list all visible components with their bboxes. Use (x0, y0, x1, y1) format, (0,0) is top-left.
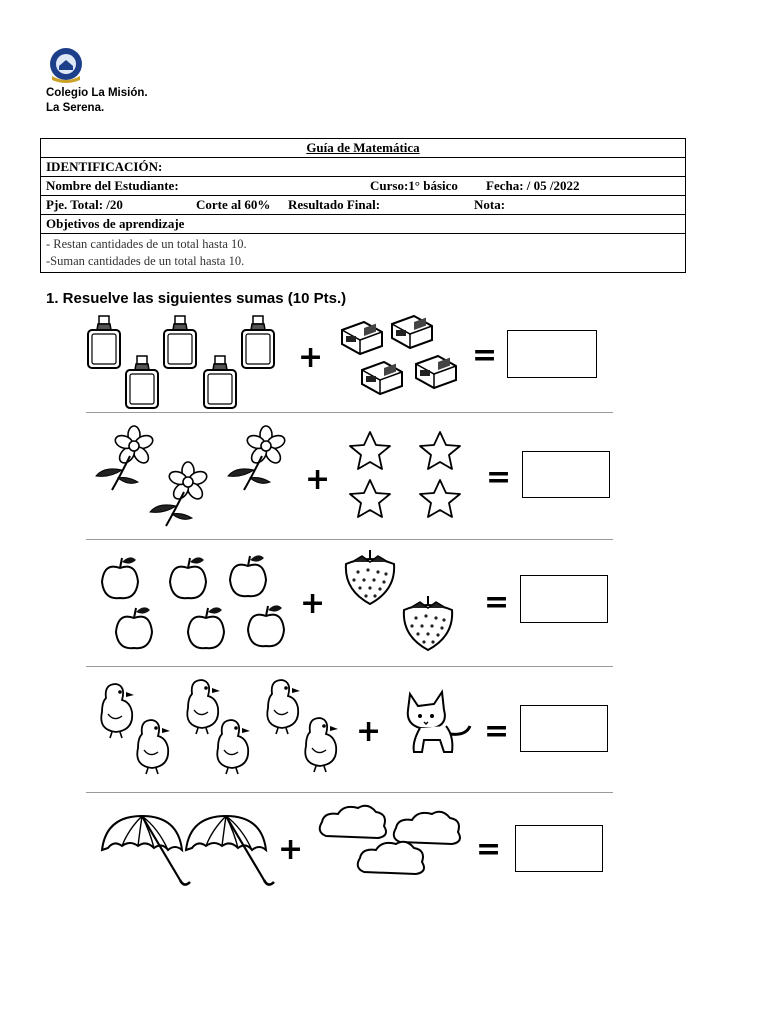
plus-sign: + (298, 340, 324, 375)
answer-box[interactable] (522, 451, 610, 498)
final-result-label: Resultado Final: (288, 197, 381, 212)
plus-sign: + (278, 832, 304, 867)
glue-bottle-icon (164, 316, 196, 368)
strawberry-icon (404, 596, 452, 650)
equals-sign: = (476, 832, 502, 867)
strawberry-icon (346, 550, 394, 604)
school-name: Colegio La Misión. (46, 87, 148, 99)
strawberries-group (340, 546, 470, 656)
clouds-group (312, 804, 464, 882)
cloud-icon (394, 812, 460, 844)
school-city: La Serena. (46, 102, 105, 114)
sharpener-icon (392, 316, 432, 348)
star-icon (350, 480, 390, 517)
identification-table (40, 138, 686, 273)
apple-icon (170, 557, 206, 598)
row-divider (86, 792, 613, 793)
plus-sign: + (356, 714, 382, 749)
sharpeners-group (336, 312, 472, 404)
plus-sign: + (300, 586, 326, 621)
objective-item: - Restan cantidades de un total hasta 10. (46, 237, 247, 251)
apple-icon (188, 607, 224, 648)
glue-bottle-icon (126, 356, 158, 408)
question-title: 1. Resuelve las siguientes sumas (10 Pts.) (46, 290, 347, 307)
sharpener-icon (342, 322, 382, 354)
row-divider (86, 666, 613, 667)
student-row (41, 177, 686, 196)
umbrella-icon (102, 816, 190, 885)
cloud-icon (358, 842, 424, 874)
sharpener-icon (416, 356, 456, 388)
plus-sign: + (305, 462, 331, 497)
student-name-label: Nombre del Estudiante: (46, 178, 179, 193)
guide-title: Guía de Matemática (41, 139, 686, 158)
course-label: Curso:1° básico (370, 178, 458, 193)
answer-box[interactable] (520, 575, 608, 623)
cloud-icon (320, 806, 386, 838)
apple-icon (248, 605, 284, 646)
apple-icon (102, 557, 138, 598)
answer-box[interactable] (515, 825, 603, 872)
apples-group (96, 552, 296, 652)
glue-bottle-icon (242, 316, 274, 368)
objectives-list (41, 234, 686, 273)
chicks-group (94, 678, 350, 776)
cutoff-label: Corte al 60% (196, 197, 271, 212)
stars-group (342, 428, 472, 524)
answer-box[interactable] (507, 330, 597, 378)
glue-bottle-icon (204, 356, 236, 408)
glue-bottles-group (86, 314, 286, 410)
glue-bottle-icon (88, 316, 120, 368)
answer-box[interactable] (520, 705, 608, 752)
apple-icon (116, 607, 152, 648)
kitten-icon (400, 684, 476, 760)
score-row (41, 196, 686, 215)
star-icon (350, 432, 390, 469)
equals-sign: = (484, 714, 510, 749)
umbrellas-group (98, 808, 278, 888)
apple-icon (230, 555, 266, 596)
row-divider (86, 412, 613, 413)
school-logo (46, 46, 86, 84)
equals-sign: = (486, 460, 512, 495)
row-divider (86, 539, 613, 540)
equals-sign: = (472, 338, 498, 373)
grade-label: Nota: (474, 197, 506, 212)
star-icon (420, 480, 460, 517)
star-icon (420, 432, 460, 469)
identificacion-label: IDENTIFICACIÓN: (41, 158, 686, 177)
flowers-group (88, 424, 298, 528)
total-score-label: Pje. Total: /20 (46, 197, 123, 212)
umbrella-icon (186, 816, 274, 885)
school-info (46, 86, 148, 116)
equals-sign: = (484, 585, 510, 620)
date-label: Fecha: / 05 /2022 (486, 178, 580, 193)
sharpener-icon (362, 362, 402, 394)
objectives-title: Objetivos de aprendizaje (41, 215, 686, 234)
objective-item: -Suman cantidades de un total hasta 10. (46, 254, 245, 268)
